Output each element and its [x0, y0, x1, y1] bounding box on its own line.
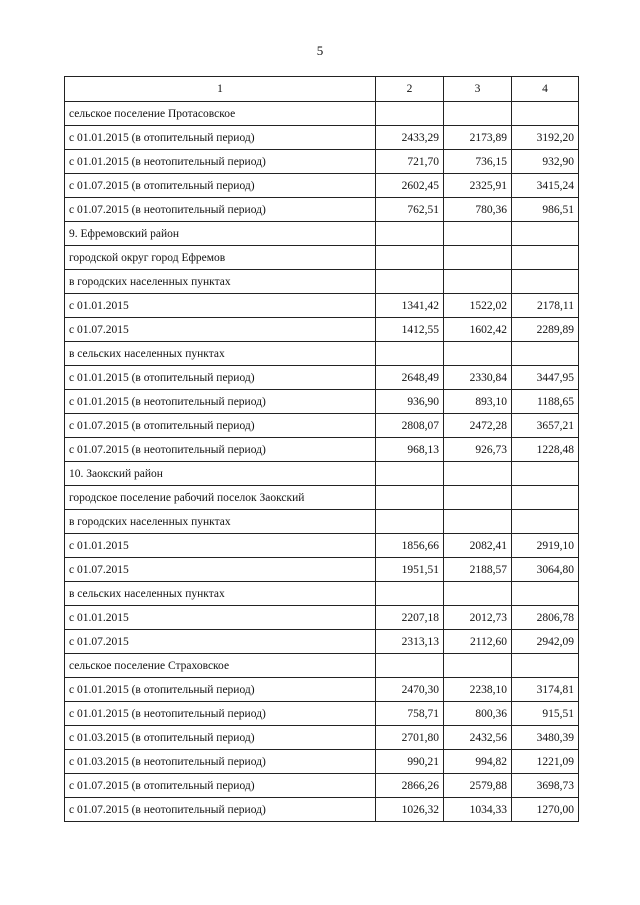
- value-cell-col3: [444, 102, 512, 126]
- row-label-cell: сельское поселение Протасовское: [65, 102, 376, 126]
- table-row: [65, 582, 579, 606]
- value-cell-col3: 893,10: [444, 390, 512, 414]
- value-cell-col4: 3415,24: [512, 174, 579, 198]
- row-label-cell: с 01.07.2015: [65, 558, 376, 582]
- row-label-cell: с 01.07.2015: [65, 318, 376, 342]
- value-cell-col2: [376, 342, 444, 366]
- value-cell-col3: 1034,33: [444, 798, 512, 822]
- value-cell-col4: [512, 510, 579, 534]
- value-cell-col2: 2470,30: [376, 678, 444, 702]
- value-cell-col2: 936,90: [376, 390, 444, 414]
- page-number: 5: [316, 43, 324, 58]
- value-cell-col3: 2325,91: [444, 174, 512, 198]
- value-cell-col3: 2579,88: [444, 774, 512, 798]
- row-label-cell: в сельских населенных пунктах: [65, 582, 376, 606]
- table-row: [65, 198, 579, 222]
- table-row: [65, 750, 579, 774]
- value-cell-col3: [444, 654, 512, 678]
- value-cell-col3: 2012,73: [444, 606, 512, 630]
- table-row: [65, 174, 579, 198]
- value-cell-col2: [376, 486, 444, 510]
- value-cell-col2: 1026,32: [376, 798, 444, 822]
- table-row: [65, 438, 579, 462]
- value-cell-col3: 2188,57: [444, 558, 512, 582]
- value-cell-col2: 2648,49: [376, 366, 444, 390]
- value-cell-col2: 2602,45: [376, 174, 444, 198]
- value-cell-col3: [444, 342, 512, 366]
- row-label-cell: с 01.07.2015 (в отопительный период): [65, 174, 376, 198]
- value-cell-col4: 1228,48: [512, 438, 579, 462]
- value-cell-col2: [376, 270, 444, 294]
- value-cell-col4: [512, 462, 579, 486]
- value-cell-col4: 2919,10: [512, 534, 579, 558]
- table-row: [65, 558, 579, 582]
- value-cell-col4: 2942,09: [512, 630, 579, 654]
- value-cell-col4: [512, 270, 579, 294]
- value-cell-col4: 2289,89: [512, 318, 579, 342]
- table-row: [65, 270, 579, 294]
- value-cell-col4: [512, 222, 579, 246]
- row-label-cell: с 01.07.2015 (в неотопительный период): [65, 438, 376, 462]
- value-cell-col4: 3064,80: [512, 558, 579, 582]
- value-cell-col4: [512, 582, 579, 606]
- value-cell-col3: 2472,28: [444, 414, 512, 438]
- table-row: [65, 630, 579, 654]
- row-label-cell: с 01.07.2015 (в неотопительный период): [65, 198, 376, 222]
- table-row: [65, 798, 579, 822]
- header-row: [65, 77, 579, 102]
- table-row: [65, 366, 579, 390]
- value-cell-col4: 3480,39: [512, 726, 579, 750]
- value-cell-col2: [376, 222, 444, 246]
- value-cell-col4: [512, 342, 579, 366]
- value-cell-col3: 1602,42: [444, 318, 512, 342]
- value-cell-col4: [512, 486, 579, 510]
- value-cell-col4: [512, 102, 579, 126]
- value-cell-col3: [444, 246, 512, 270]
- row-label-cell: с 01.07.2015: [65, 630, 376, 654]
- table-row: [65, 462, 579, 486]
- value-cell-col4: 3192,20: [512, 126, 579, 150]
- row-label-cell: в сельских населенных пунктах: [65, 342, 376, 366]
- table-body: [65, 102, 579, 822]
- row-label-cell: с 01.07.2015 (в неотопительный период): [65, 798, 376, 822]
- value-cell-col3: [444, 462, 512, 486]
- row-label-cell: с 01.01.2015 (в отопительный период): [65, 678, 376, 702]
- value-cell-col2: 721,70: [376, 150, 444, 174]
- row-label-cell: сельское поселение Страховское: [65, 654, 376, 678]
- header-cell-1: 1: [65, 77, 376, 102]
- row-label-cell: городское поселение рабочий поселок Заокский: [65, 486, 376, 510]
- row-label-cell: 9. Ефремовский район: [65, 222, 376, 246]
- value-cell-col3: 2432,56: [444, 726, 512, 750]
- header-cell-2: 2: [376, 77, 444, 102]
- value-cell-col4: 3698,73: [512, 774, 579, 798]
- value-cell-col2: 758,71: [376, 702, 444, 726]
- row-label-cell: с 01.01.2015 (в неотопительный период): [65, 150, 376, 174]
- table-row: [65, 150, 579, 174]
- row-label-cell: в городских населенных пунктах: [65, 510, 376, 534]
- row-label-cell: с 01.01.2015 (в неотопительный период): [65, 390, 376, 414]
- table-row: [65, 246, 579, 270]
- value-cell-col2: 1341,42: [376, 294, 444, 318]
- value-cell-col4: 3174,81: [512, 678, 579, 702]
- table-row: [65, 126, 579, 150]
- value-cell-col4: 986,51: [512, 198, 579, 222]
- value-cell-col3: [444, 510, 512, 534]
- value-cell-col4: 2178,11: [512, 294, 579, 318]
- value-cell-col2: [376, 102, 444, 126]
- tariff-table: [64, 76, 579, 822]
- table-row: [65, 534, 579, 558]
- value-cell-col2: 2433,29: [376, 126, 444, 150]
- value-cell-col3: 2330,84: [444, 366, 512, 390]
- value-cell-col2: 1951,51: [376, 558, 444, 582]
- table-row: [65, 774, 579, 798]
- row-label-cell: городской округ город Ефремов: [65, 246, 376, 270]
- row-label-cell: с 01.07.2015 (в отопительный период): [65, 414, 376, 438]
- row-label-cell: 10. Заокский район: [65, 462, 376, 486]
- row-label-cell: с 01.01.2015 (в неотопительный период): [65, 702, 376, 726]
- value-cell-col2: 968,13: [376, 438, 444, 462]
- row-label-cell: с 01.01.2015 (в отопительный период): [65, 366, 376, 390]
- value-cell-col3: 2112,60: [444, 630, 512, 654]
- value-cell-col3: 994,82: [444, 750, 512, 774]
- value-cell-col2: [376, 246, 444, 270]
- value-cell-col3: 2238,10: [444, 678, 512, 702]
- value-cell-col4: 3447,95: [512, 366, 579, 390]
- table-row: [65, 678, 579, 702]
- value-cell-col4: [512, 654, 579, 678]
- value-cell-col3: 2173,89: [444, 126, 512, 150]
- value-cell-col3: 780,36: [444, 198, 512, 222]
- value-cell-col3: [444, 582, 512, 606]
- row-label-cell: с 01.03.2015 (в отопительный период): [65, 726, 376, 750]
- value-cell-col4: 2806,78: [512, 606, 579, 630]
- value-cell-col2: 2866,26: [376, 774, 444, 798]
- value-cell-col2: 2701,80: [376, 726, 444, 750]
- table-row: [65, 702, 579, 726]
- value-cell-col4: 1270,00: [512, 798, 579, 822]
- row-label-cell: с 01.01.2015: [65, 534, 376, 558]
- value-cell-col3: [444, 486, 512, 510]
- table-row: [65, 606, 579, 630]
- table-row: [65, 318, 579, 342]
- value-cell-col3: 736,15: [444, 150, 512, 174]
- value-cell-col2: [376, 582, 444, 606]
- value-cell-col3: 926,73: [444, 438, 512, 462]
- header-cell-3: 3: [444, 77, 512, 102]
- value-cell-col4: 1188,65: [512, 390, 579, 414]
- value-cell-col2: 762,51: [376, 198, 444, 222]
- row-label-cell: с 01.03.2015 (в неотопительный период): [65, 750, 376, 774]
- table-row: [65, 414, 579, 438]
- header-cell-4: 4: [512, 77, 579, 102]
- value-cell-col2: 1856,66: [376, 534, 444, 558]
- value-cell-col2: [376, 654, 444, 678]
- value-cell-col2: 2808,07: [376, 414, 444, 438]
- value-cell-col4: [512, 246, 579, 270]
- value-cell-col3: [444, 270, 512, 294]
- table-row: [65, 654, 579, 678]
- value-cell-col3: 1522,02: [444, 294, 512, 318]
- value-cell-col2: [376, 462, 444, 486]
- row-label-cell: с 01.01.2015: [65, 294, 376, 318]
- row-label-cell: с 01.01.2015 (в отопительный период): [65, 126, 376, 150]
- table-row: [65, 102, 579, 126]
- value-cell-col4: 3657,21: [512, 414, 579, 438]
- table-row: [65, 486, 579, 510]
- value-cell-col2: 990,21: [376, 750, 444, 774]
- value-cell-col4: 1221,09: [512, 750, 579, 774]
- table-row: [65, 294, 579, 318]
- value-cell-col2: 2207,18: [376, 606, 444, 630]
- table-row: [65, 390, 579, 414]
- table-row: [65, 342, 579, 366]
- table-header: [65, 77, 579, 102]
- value-cell-col2: [376, 510, 444, 534]
- value-cell-col2: 2313,13: [376, 630, 444, 654]
- value-cell-col2: 1412,55: [376, 318, 444, 342]
- row-label-cell: с 01.01.2015: [65, 606, 376, 630]
- value-cell-col3: [444, 222, 512, 246]
- table-row: [65, 222, 579, 246]
- row-label-cell: с 01.07.2015 (в отопительный период): [65, 774, 376, 798]
- value-cell-col3: 800,36: [444, 702, 512, 726]
- table-row: [65, 510, 579, 534]
- value-cell-col3: 2082,41: [444, 534, 512, 558]
- table-row: [65, 726, 579, 750]
- value-cell-col4: 915,51: [512, 702, 579, 726]
- row-label-cell: в городских населенных пунктах: [65, 270, 376, 294]
- value-cell-col4: 932,90: [512, 150, 579, 174]
